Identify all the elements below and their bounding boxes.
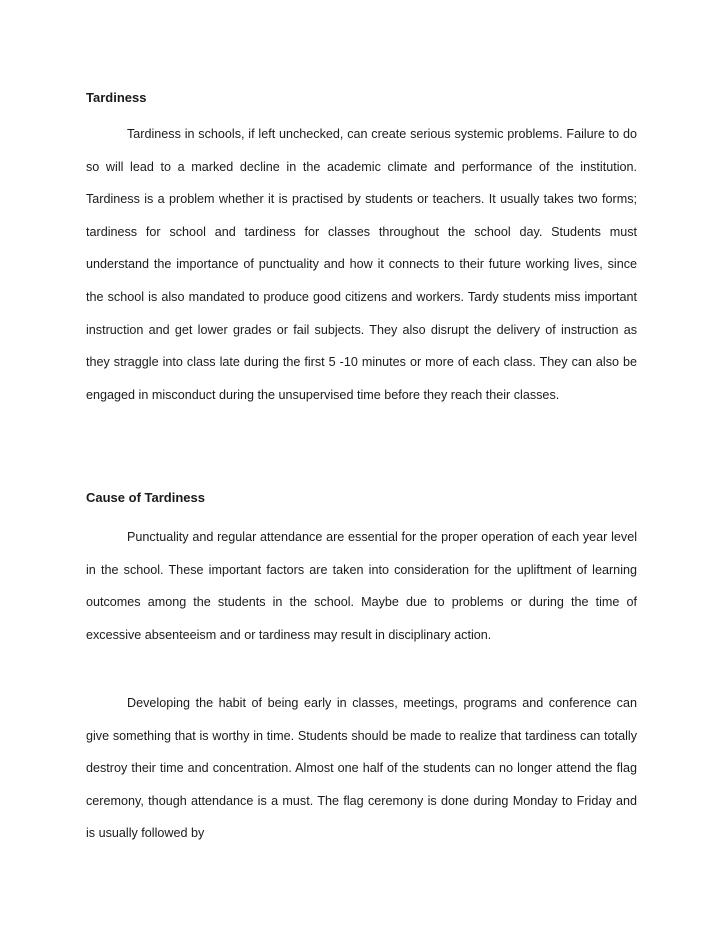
paragraph-cause-punctuality: Punctuality and regular attendance are essential for the proper operation of each year level in the school. These important factors are taken into consideration for the upliftment of learning outcomes among the students in the school. Maybe due to problems or during the time of excessive absenteeism and or tardiness may result in disciplinary action.: [86, 530, 637, 642]
section-heading-tardiness: Tardiness: [86, 90, 147, 105]
section-heading-cause-of-tardiness: Cause of Tardiness: [86, 490, 205, 505]
paragraph-tardiness-intro: Tardiness in schools, if left unchecked, can create serious systemic problems. Failure to do so will lead to a marked decline in the academic climate and performance of the institution. Tardiness is a problem whether it is practised by students or teachers. It usually takes two forms; tardiness for school and tardiness for classes throughout the school day. Students must understand the importance of punctuality and how it connects to their future working lives, since the school is also mandated to produce good citizens and workers. Tardy students miss important instruction and get lower grades or fail subjects. They also disrupt the delivery of instruction as they straggle into class late during the first 5 -10 minutes or more of each class. They can also be engaged in misconduct during the unsupervised time before they reach their classes.: [86, 127, 637, 402]
paragraph-cause-habit: Developing the habit of being early in classes, meetings, programs and conference can give something that is worthy in time. Students should be made to realize that tardiness can totally destroy their time and concentration. Almost one half of the students can no longer attend the flag ceremony, though attendance is a must. The flag ceremony is done during Monday to Friday and is usually followed by: [86, 696, 637, 841]
